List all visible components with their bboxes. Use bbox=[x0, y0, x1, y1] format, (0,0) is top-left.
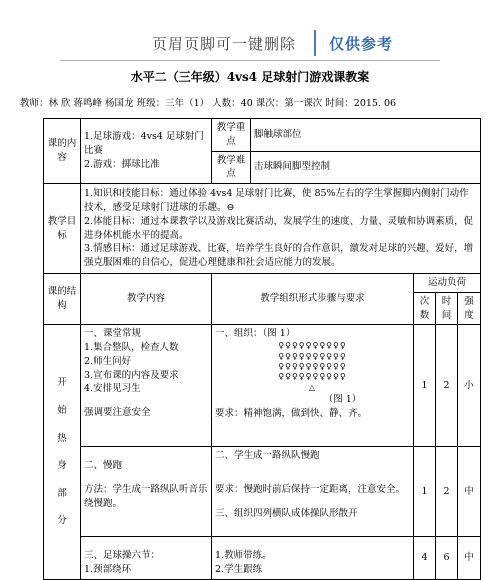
goal-fitness: 2.体能目标：通过本课教学以及游戏比赛活动，发展学生的速度、力量、灵敏和协调素质，促进身体机能水平的提高。 bbox=[84, 215, 474, 241]
safety-note: 强调要注意安全 bbox=[84, 407, 151, 419]
gym-org-2: 2.学生跟练 bbox=[215, 564, 263, 576]
teacher-info-line: 教师：林 欣 蒋鸣峰 杨国龙 班级：三年（1） 人数：40 课次：第一课次 时间：2015. 06 bbox=[20, 98, 397, 109]
routine-heading: 一、课堂常规 bbox=[84, 328, 142, 340]
load-times-1: 1 bbox=[414, 325, 436, 447]
jog-method: 方法：学生成一路纵队听音乐绕慢跑。 bbox=[84, 484, 208, 509]
section-char-5: 部 bbox=[57, 487, 67, 499]
routine-content-cell bbox=[81, 325, 212, 447]
formation-row-1: ♀♀♀♀♀♀♀♀♀♀ bbox=[278, 341, 347, 351]
routine-step-4: 4.安排见习生 bbox=[84, 383, 141, 395]
section-char-2: 始 bbox=[57, 405, 67, 417]
header-divider bbox=[314, 30, 316, 56]
load-intensity-2: 中 bbox=[458, 447, 481, 537]
load-header: 运动负荷 bbox=[414, 274, 481, 293]
jog-org-cell bbox=[212, 447, 414, 537]
formation-row-2: ♀♀♀♀♀♀♀♀♀♀ bbox=[278, 351, 347, 361]
content-item-2: 2.游戏：掷球比准 bbox=[84, 158, 160, 170]
time-header: 时间 bbox=[436, 292, 458, 325]
teacher-triangle-icon: △ bbox=[308, 382, 317, 392]
teaching-goals-label: 教学目标 bbox=[44, 184, 81, 274]
header-left-text: 页眉页脚可一键删除 bbox=[152, 35, 297, 53]
content-header: 教学内容 bbox=[81, 274, 212, 325]
section-char-3: 热 bbox=[57, 432, 67, 444]
org-heading-2: 二、学生成一路纵队慢跑 bbox=[215, 450, 320, 462]
formation-diagram bbox=[215, 341, 410, 393]
gym-heading: 三、足球操六节： bbox=[84, 550, 161, 562]
figure-caption: （图 1） bbox=[323, 394, 362, 406]
org-requirement-1: 要求：精神饱满，做到快、静、齐。 bbox=[215, 407, 368, 419]
goal-emotion: 3.情感目标：通过足球游戏、比赛，培养学生良好的合作意识，激发对足球的兴趣、爱好，增强克服困难的自信心，促进心理健康和社会适应能力的发展。 bbox=[84, 243, 474, 269]
times-header: 次数 bbox=[414, 292, 436, 325]
lesson-plan-table bbox=[43, 118, 481, 580]
load-times-3: 4 bbox=[414, 537, 436, 580]
page-header-banner bbox=[0, 0, 500, 60]
content-item-1: 1.足球游戏：4vs4 足球射门比赛 bbox=[84, 131, 204, 157]
section-char-6: 分 bbox=[57, 515, 67, 527]
load-times-2: 1 bbox=[414, 447, 436, 537]
goal-knowledge: 1.知识和技能目标：通过体验 4vs4 足球射门比赛，使 85%左右的学生掌握脚内侧射门动作技术，感受足球射门进球的乐趣。⊖ bbox=[84, 188, 469, 214]
difficulty-value: 击球瞬间脚型控制 bbox=[251, 151, 481, 184]
jog-content-cell bbox=[81, 447, 212, 537]
formation-row-3: ♀♀♀♀♀♀♀♀♀♀ bbox=[278, 361, 347, 371]
gym-content-cell bbox=[81, 537, 212, 580]
org-heading-1: 一、组织：（图 1） bbox=[215, 328, 296, 340]
routine-step-2: 2.师生问好 bbox=[84, 355, 132, 367]
warmup-section-label bbox=[44, 325, 81, 580]
formation-row-4: ♀♀♀♀♀♀♀♀♀♀ bbox=[278, 372, 347, 382]
header-right-text: 仅供参考 bbox=[329, 35, 394, 53]
section-char-1: 开 bbox=[57, 377, 67, 389]
organization-header: 教学组织形式步骤与要求 bbox=[212, 274, 414, 325]
org-requirement-2: 要求：慢跑时前后保持一定距离，注意安全。 bbox=[215, 484, 406, 496]
org-heading-3: 三、组织四列横队成体操队形散开 bbox=[215, 507, 358, 519]
lesson-content-cell bbox=[81, 119, 212, 184]
load-intensity-3: 中 bbox=[458, 537, 481, 580]
section-char-4: 身 bbox=[57, 460, 67, 472]
load-time-1: 2 bbox=[436, 325, 458, 447]
jog-heading: 二、慢跑 bbox=[84, 460, 123, 472]
structure-header: 课的结构 bbox=[44, 274, 81, 325]
key-point-label: 教学重点 bbox=[212, 119, 251, 152]
gym-org-1: 1.教师带练。 bbox=[215, 550, 272, 562]
difficulty-label: 教学难点 bbox=[212, 151, 251, 184]
document-title: 水平二（三年级）4vs4 足球射门游戏课教案 bbox=[130, 70, 370, 84]
load-intensity-1: 小 bbox=[458, 325, 481, 447]
load-time-2: 2 bbox=[436, 447, 458, 537]
load-time-3: 6 bbox=[436, 537, 458, 580]
header-rule bbox=[60, 60, 440, 61]
intensity-header: 强度 bbox=[458, 292, 481, 325]
key-point-value: 脚触球部位 bbox=[251, 119, 481, 152]
lesson-content-label: 课的内容 bbox=[44, 119, 81, 184]
routine-step-1: 1.集合整队，检查人数 bbox=[84, 342, 179, 354]
routine-org-cell bbox=[212, 325, 414, 447]
gym-step-1: 1.颈部绕环 bbox=[84, 564, 132, 576]
gym-org-cell bbox=[212, 537, 414, 580]
routine-step-3: 3.宣布课的内容及要求 bbox=[84, 369, 179, 381]
teaching-goals-cell bbox=[81, 184, 481, 274]
